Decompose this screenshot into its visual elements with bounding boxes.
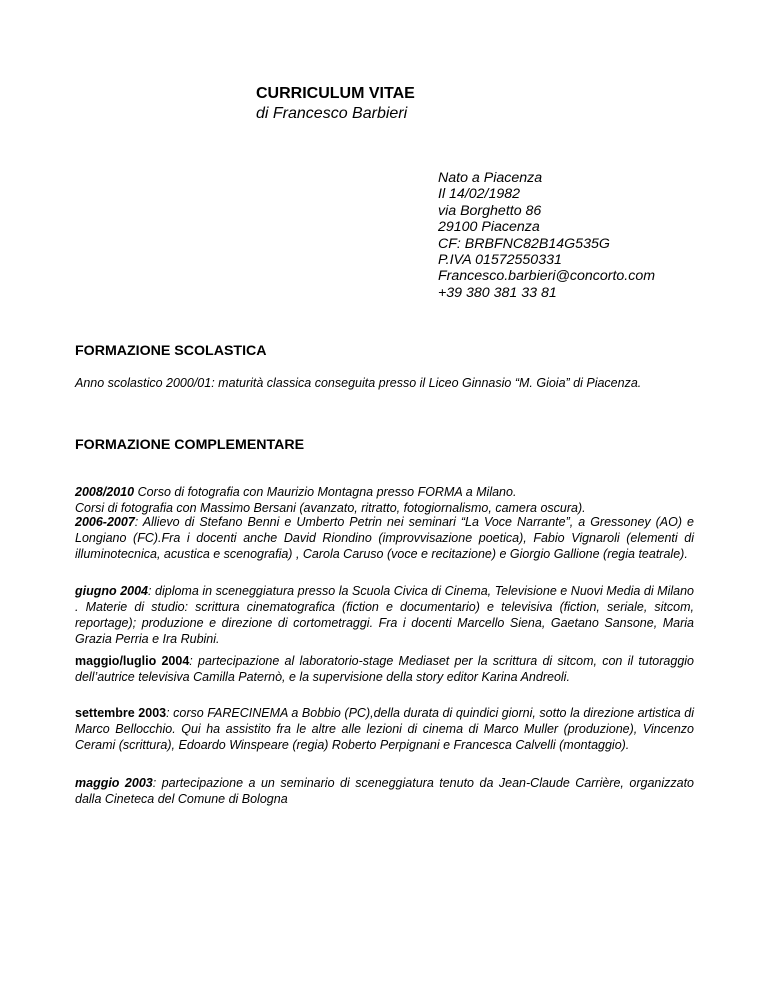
entry-lead: 2008/2010 — [75, 485, 135, 499]
section-heading-formazione-scolastica: FORMAZIONE SCOLASTICA — [75, 343, 267, 359]
contact-birthdate: Il 14/02/1982 — [438, 186, 521, 203]
section-heading-formazione-complementare: FORMAZIONE COMPLEMENTARE — [75, 437, 305, 453]
entry-maggio-luglio-2004 — [75, 653, 694, 685]
entry-text: : diploma in sceneggiatura presso la Scuola Civica di Cinema, Televisione e Nuovi Media di Milano . Materie di studio: scrittura cinematografica (fiction e documentario) e televisiva (fiction, seriale, sitcom, reportage); produzione e direzione di cortometraggi. Fra i docenti Marcello Siena, Gaetano Sansone, Maria Grazia Perria e Ira Rubini. — [75, 584, 694, 646]
entry-lead: maggio/luglio 2004 — [75, 654, 190, 668]
entry-text: : partecipazione a un seminario di sceneggiatura tenuto da Jean-Claude Carrière, organizzato dalla Cineteca del Comune di Bologna — [75, 776, 694, 806]
document-title: CURRICULUM VITAE — [256, 85, 415, 102]
title-block — [256, 84, 415, 124]
contact-birthplace: Nato a Piacenza — [438, 170, 543, 186]
entry-lead: giugno 2004 — [75, 584, 148, 598]
entry-text: : partecipazione al laboratorio-stage Mediaset per la scrittura di sitcom, con il tutoraggio dell’autrice televisiva Camilla Paternò, e la supervisione della story editor Karina Andreoli. — [75, 654, 695, 684]
contact-phone: +39 380 381 33 81 — [438, 284, 557, 301]
entry-lead: maggio 2003 — [75, 776, 153, 790]
contact-vat: P.IVA 01572550331 — [438, 252, 562, 269]
entry-settembre-2003 — [75, 705, 694, 753]
contact-street: via Borghetto 86 — [438, 202, 542, 219]
contact-city: 29100 Piacenza — [438, 219, 540, 236]
entry-text: Corso di fotografia con Maurizio Montagna presso FORMA a Milano. Corsi di fotografia con Massimo Bersani (avanzato, ritratto, fotogiornalismo, camera oscura). — [75, 485, 586, 515]
entry-giugno-2004 — [75, 583, 694, 647]
entry-lead: settembre 2003 — [75, 706, 167, 720]
entry-maggio-2003 — [75, 775, 694, 807]
document-subtitle: di Francesco Barbieri — [256, 105, 408, 122]
formazione-scolastica-text: Anno scolastico 2000/01: maturità classica conseguita presso il Liceo Ginnasio “M. Gioia” di Piacenza. — [75, 376, 642, 390]
entry-lead: 2006-2007 — [75, 515, 135, 529]
entry-text: : corso FARECINEMA a Bobbio (PC),della durata di quindici giorni, sotto la direzione artistica di Marco Bellocchio. Qui ha assistito fra le altre alle lezioni di cinema di Marco Muller (produzione), Vincenzo Cerami (scrittura), Edoardo Winspeare (regia) Roberto Perpignani e Francesca Calvelli (montaggio). — [75, 706, 695, 752]
entry-text: : Allievo di Stefano Benni e Umberto Petrin nei seminari “La Voce Narrante”, a Gressoney (AO) e Longiano (FC).Fra i docenti anche David Riondino (improvvisazione poetica), Fabio Vignaroli (elementi di illuminotecnica, acustica e scenografia) , Carola Caruso (voce e recitazione) e Giorgio Gallione (regia teatrale). — [75, 515, 694, 561]
contact-block — [438, 170, 655, 301]
entry-2008-2010 — [75, 468, 694, 516]
contact-email: Francesco.barbieri@concorto.com — [438, 268, 656, 285]
contact-fiscal-code: CF: BRBFNC82B14G535G — [438, 235, 610, 252]
entry-2006-2007 — [75, 514, 694, 562]
